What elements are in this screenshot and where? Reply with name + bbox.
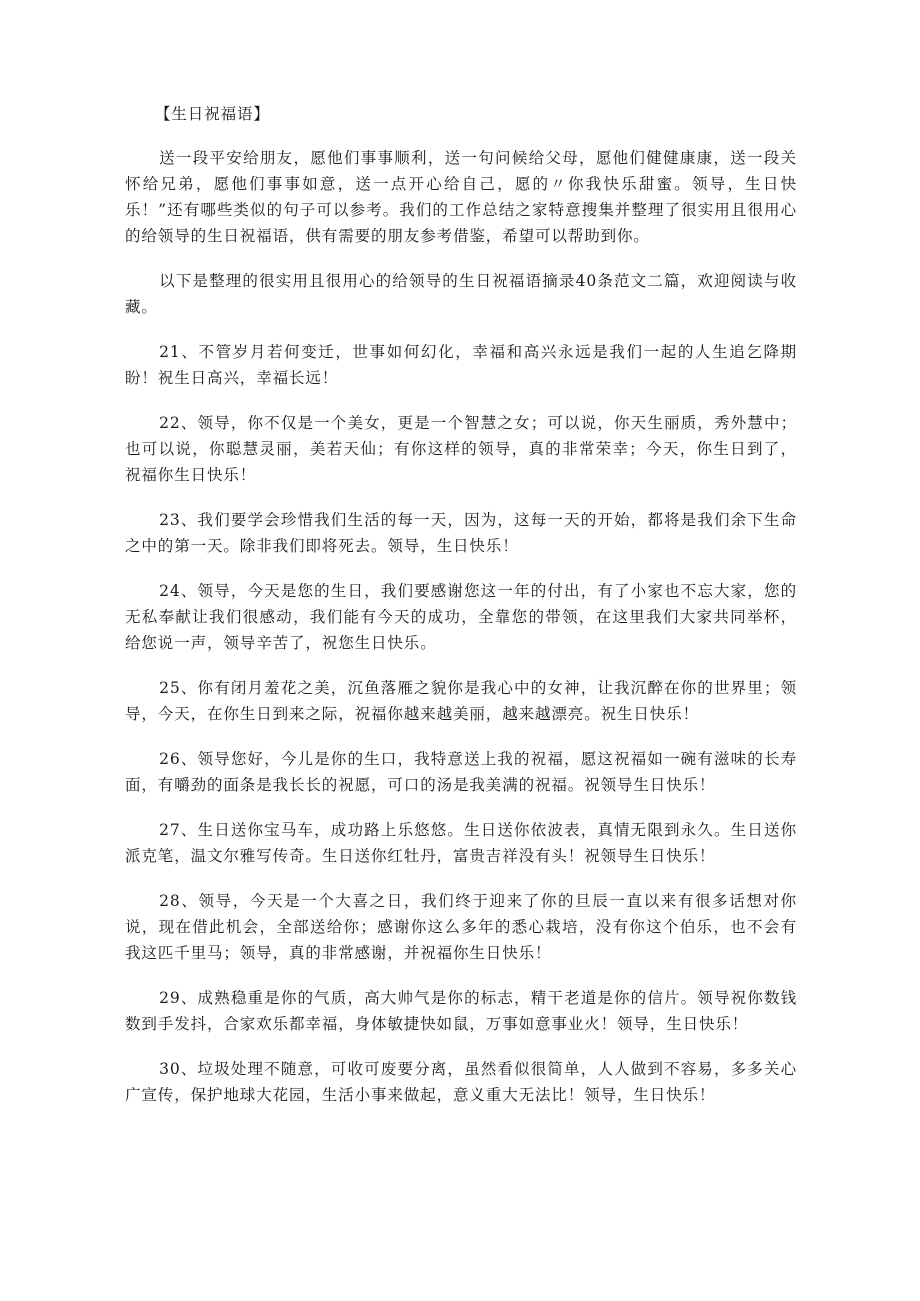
paragraph-item-30: 30、垃圾处理不随意，可收可废要分离，虽然看似很简单，人人做到不容易，多多关心广宣传，保护地球大花园，生活小事来做起，意义重大无法比！领导，生日快乐！ — [125, 1060, 797, 1104]
paragraph-item-21: 21、不管岁月若何变迁，世事如何幻化，幸福和高兴永远是我们一起的人生追乞降期盼！祝生日高兴，幸福长远！ — [125, 343, 797, 387]
paragraph-item-22: 22、领导，你不仅是一个美女，更是一个智慧之女；可以说，你天生丽质，秀外慧中；也可以说，你聪慧灵丽，美若天仙；有你这样的领导，真的非常荣幸；今天，你生日到了，祝福你生日快乐！ — [125, 414, 797, 484]
paragraph-item-25: 25、你有闭月羞花之美，沉鱼落雁之貌你是我心中的女神，让我沉醉在你的世界里；领导，今天，在你生日到来之际，祝福你越来越美丽，越来越漂亮。祝生日快乐！ — [125, 679, 797, 723]
paragraph-item-26: 26、领导您好，今儿是你的生口，我特意送上我的祝福，愿这祝福如一碗有滋味的长寿面，有嚼劲的面条是我长长的祝愿，可口的汤是我美满的祝福。祝领导生日快乐！ — [125, 750, 797, 794]
document-title: 【生日祝福语】 — [155, 105, 270, 123]
paragraph-item-29: 29、成熟稳重是你的气质，高大帅气是你的标志，精干老道是你的信片。领导祝你数钱数到手发抖，合家欢乐都幸福，身体敏捷快如鼠，万事如意事业火！领导，生日快乐！ — [125, 989, 797, 1033]
paragraph-item-24: 24、领导，今天是您的生日，我们要感谢您这一年的付出，有了小家也不忘大家，您的无私奉献让我们很感动，我们能有今天的成功，全靠您的带领，在这里我们大家共同举杯，给您说一声，领导辛苦了，祝您生日快乐。 — [125, 582, 797, 652]
document-body — [125, 101, 797, 1127]
paragraph-intro: 送一段平安给朋友，愿他们事事顺利，送一句问候给父母，愿他们健健康康，送一段关怀给兄弟，愿他们事事如意，送一点开心给自己，愿的〃你我快乐甜蜜。领导，生日快乐！”还有哪些类似的句子可以参考。我们的工作总结之家特意搜集并整理了很实用且很用心的给领导的生日祝福语，供有需要的朋友参考借鉴，希望可以帮助到你。 — [125, 149, 797, 245]
paragraph-item-27: 27、生日送你宝马车，成功路上乐悠悠。生日送你依波表，真情无限到永久。生日送你派克笔，温文尔雅写传奇。生日送你红牡丹，富贵吉祥没有头！祝领导生日快乐！ — [125, 821, 797, 865]
paragraph-item-28: 28、领导，今天是一个大喜之日，我们终于迎来了你的旦辰一直以来有很多话想对你说，现在借此机会，全部送给你；感谢你这么多年的悉心栽培，没有你这个伯乐，也不会有我这匹千里马；领导，真的非常感谢，并祝福你生日快乐！ — [125, 892, 797, 962]
paragraph-item-23: 23、我们要学会珍惜我们生活的每一天，因为，这每一天的开始，都将是我们余下生命之中的第一天。除非我们即将死去。领导，生日快乐！ — [125, 511, 797, 555]
paragraph-summary: 以下是整理的很实用且很用心的给领导的生日祝福语摘录40条范文二篇，欢迎阅读与收藏。 — [125, 272, 797, 316]
